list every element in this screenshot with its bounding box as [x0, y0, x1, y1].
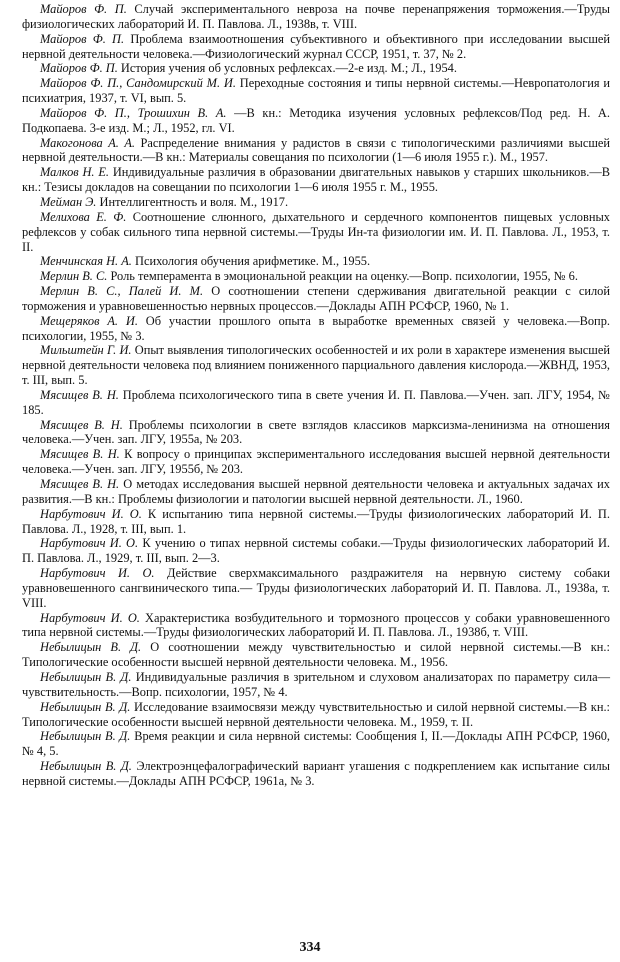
entry-author: Нарбутович И. О. [40, 536, 139, 551]
entry-author: Небылицын В. Д. [40, 729, 131, 744]
bibliography-entry [22, 165, 610, 195]
entry-author: Мильштейн Г. И. [40, 343, 132, 358]
entry-author: Майоров Ф. П. [40, 2, 127, 16]
entry-citation: Случай экспериментального невроза на почве перенапряжения торможения.—Труды физиологических лабораторий И. П. Павлова. Л., 1938в, т. VIII. [22, 2, 610, 31]
entry-author: Макогонова А. А. [40, 135, 135, 150]
bibliography-entry [22, 269, 610, 284]
bibliography-entry [22, 388, 610, 418]
entry-author: Нарбутович И. О. [40, 610, 140, 625]
entry-citation: Переходные состояния и типы нервной системы.—Невропатология и психиатрия, 1937, т. VI, вып. 5. [22, 76, 610, 106]
entry-author: Нарбутович И. О. [40, 506, 142, 521]
entry-author: Малков Н. Е. [40, 165, 109, 180]
entry-citation: Время реакции и сила нервной системы: Сообщения I, II.—Доклады АПН РСФСР, 1960, № 4, 5. [22, 729, 610, 759]
entry-citation: Проблемы психологии в свете взглядов классиков марксизма-ленинизма на отношения человека.—Учен. зап. ЛГУ, 1955а, № 203. [22, 417, 610, 447]
entry-author: Небылицын В. Д. [40, 640, 142, 655]
bibliography-entry [22, 566, 610, 611]
entry-author: Менчинская Н. А. [40, 254, 132, 269]
entry-author: Майоров Ф. П. [40, 61, 118, 76]
bibliography-entry [22, 670, 610, 700]
bibliography-entry [22, 32, 610, 62]
bibliography-entry [22, 477, 610, 507]
bibliography-entry [22, 61, 610, 76]
entry-author: Мясищев В. Н. [40, 477, 120, 491]
bibliography-entry [22, 759, 610, 789]
bibliography-entry [22, 210, 610, 255]
entry-citation: Индивидуальные различия в образовании двигательных навыков у старших школьников.—В кн.: Тезисы докладов на совещании по психологии 1—6 июля 1955 г. М., 1955. [22, 165, 610, 195]
entry-author: Мясищев В. Н. [40, 417, 123, 432]
entry-citation: О методах исследования высшей нервной деятельности человека и актуальных задачах их развития.—В кн.: Проблемы физиологии и патологии высшей нервной деятельности. Л., 1960. [22, 477, 610, 506]
entry-citation: Характеристика возбудительного и тормозного процессов у собаки уравновешенного типа нервной системы.—Труды физиологических лабораторий И. П. Павлова. Л., 1938б, т. VIII. [22, 610, 610, 640]
entry-citation: Проблема психологического типа в свете учения И. П. Павлова.—Учен. зап. ЛГУ, 1954, № 185. [22, 387, 610, 417]
bibliography-entry [22, 254, 610, 269]
entry-author: Майоров Ф. П., Трошихин В. А. [40, 105, 227, 120]
bibliography-entry [22, 106, 610, 136]
bibliography-entry [22, 611, 610, 641]
entry-author: Небылицын В. Д. [40, 759, 132, 774]
bibliography-entry [22, 76, 610, 106]
entry-author: Небылицын В. Д. [40, 669, 132, 684]
entry-author: Майоров Ф. П. [40, 31, 125, 46]
entry-citation: Соотношение слюнного, дыхательного и сердечного компонентов пищевых условных рефлексов у собак сильного типа нервной системы.—Труды Ин-та физиологии им. И. П. Павлова. Л., 1953, т. II. [22, 209, 610, 254]
bibliography-entry [22, 447, 610, 477]
bibliography-entry [22, 284, 610, 314]
entry-citation: Индивидуальные различия в зрительном и слуховом анализаторах по параметру сила—чувствительность.—Вопр. психологии, 1957, № 4. [22, 669, 610, 699]
entry-author: Мерлин В. С., Палей И. М. [40, 284, 204, 299]
entry-citation: История учения об условных рефлексах.—2-е изд. М.; Л., 1954. [120, 61, 457, 76]
entry-citation: К учению о типах нервной системы собаки.—Труды физиологических лабораторий И. П. Павлова. Л., 1929, т. III, вып. 2—3. [22, 536, 610, 566]
entry-author: Мещеряков А. И. [40, 313, 138, 328]
entry-citation: Психология обучения арифметике. М., 1955. [135, 254, 371, 269]
entry-author: Мясищев В. Н. [40, 447, 120, 462]
entry-author: Нарбутович И. О. [40, 566, 155, 581]
bibliography-entry [22, 314, 610, 344]
entry-citation: К испытанию типа нервной системы.—Труды физиологических лабораторий И. П. Павлова. Л., 1928, т. III, вып. 1. [22, 506, 610, 536]
entry-citation: Опыт выявления типологических особенностей и их роли в характере изменения высшей нервной деятельности человека под влиянием пониженного парциального давления кислорода.—ЖВНД, 1953, т. III, вып. 5. [22, 343, 610, 388]
bibliography-entry [22, 343, 610, 388]
entry-author: Майоров Ф. П., Сандомирский М. И. [40, 76, 236, 91]
entry-citation: Интеллигентность и воля. М., 1917. [99, 194, 289, 209]
entry-citation: Действие сверхмаксимального раздражителя на нервную систему собаки уравновешенного сангвинического типа.— Труды физиологических лабораторий И. П. Павлова. Л., 1938а, т. VIII. [22, 566, 610, 610]
entry-author: Мясищев В. Н. [40, 387, 119, 402]
entry-citation: Исследование взаимосвязи между чувствительностью и силой нервной системы.—В кн.: Типологические особенности высшей нервной деятельности человека. М., 1959, т. II. [22, 699, 610, 729]
bibliography-entry [22, 418, 610, 448]
entry-citation: К вопросу о принципах экспериментального исследования высшей нервной деятельности человека.—Учен. зап. ЛГУ, 1955б, № 203. [22, 447, 610, 477]
entry-citation: О соотношении степени сдерживания двигательной реакции с силой торможения и уравновешенностью нервных процессов.—Доклады АПН РСФСР, 1960, № 1. [22, 284, 610, 313]
entry-author: Мерлин В. С. [40, 269, 108, 284]
bibliography-entry [22, 700, 610, 730]
entry-citation: Проблема взаимоотношения субъективного и объективного при исследовании высшей нервной деятельности человека.—Физиологический журнал СССР, 1951, т. 37, № 2. [22, 31, 610, 61]
entry-citation: Роль темперамента в эмоциональной реакции на оценку.—Вопр. психологии, 1955, № 6. [110, 269, 578, 284]
bibliography-entry [22, 195, 610, 210]
bibliography-list [22, 2, 610, 789]
bibliography-entry [22, 2, 610, 32]
bibliography-entry [22, 729, 610, 759]
entry-citation: —В кн.: Методика изучения условных рефлексов/Под ред. Н. А. Подкопаева. 3-е изд. М.; Л., 1952, гл. VI. [22, 105, 610, 135]
entry-citation: Распределение внимания у радистов в связи с типологическими различиями высшей нервной деятельности.—В кн.: Материалы совещания по психологии (1—6 июля 1955 г.). М., 1957. [22, 135, 610, 165]
entry-author: Небылицын В. Д. [40, 699, 131, 714]
bibliography-entry [22, 640, 610, 670]
entry-author: Мейман Э. [40, 194, 97, 209]
entry-citation: Электроэнцефалографический вариант угашения с подкреплением как испытание силы нервной системы.—Доклады АПН РСФСР, 1961а, № 3. [22, 759, 610, 788]
entry-citation: О соотношении между чувствительностью и силой нервной системы.—В кн.: Типологические особенности высшей нервной деятельности человека. М., 1956. [22, 640, 610, 670]
entry-author: Мелихова Е. Ф. [40, 209, 127, 224]
bibliography-entry [22, 136, 610, 166]
bibliography-entry [22, 507, 610, 537]
page-number: 334 [299, 940, 321, 955]
bibliography-entry [22, 536, 610, 566]
entry-citation: Об участии прошлого опыта в выработке временных связей у человека.—Вопр. психологии, 1955, № 3. [22, 313, 610, 343]
